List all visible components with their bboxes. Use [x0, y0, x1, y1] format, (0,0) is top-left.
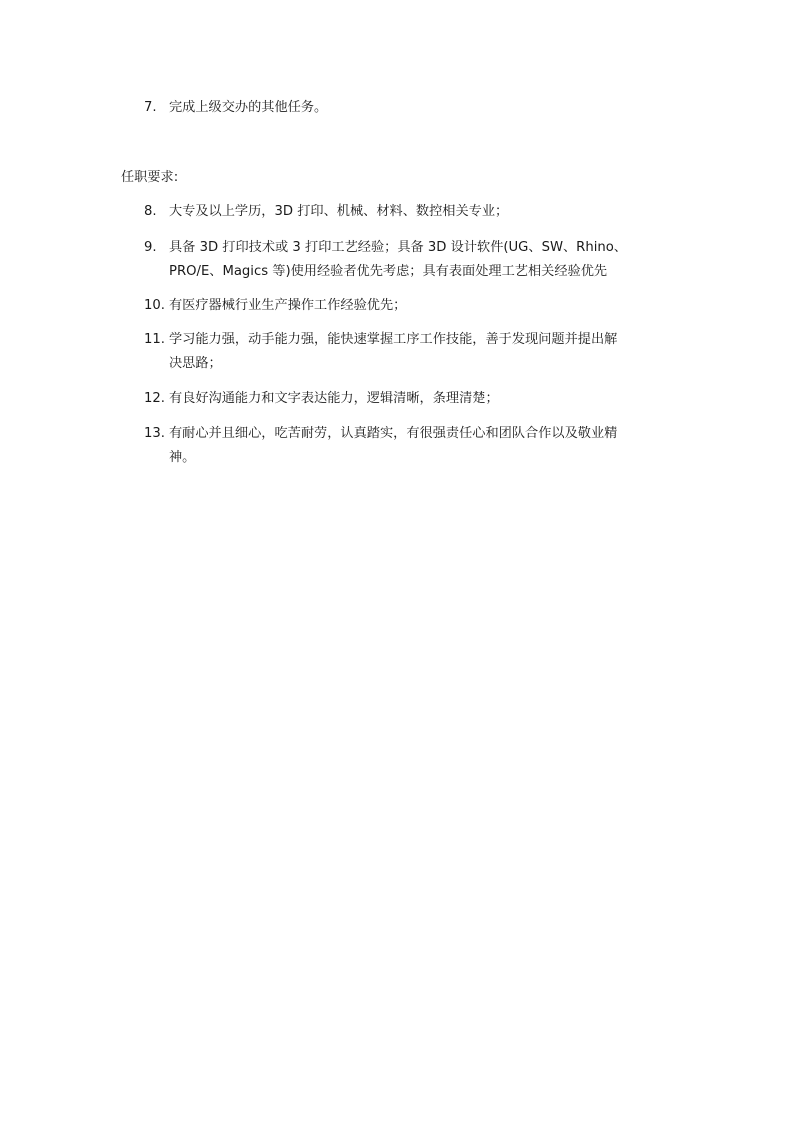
list-text-line: PRO/E、Magics 等)使用经验者优先考虑；具有表面处理工艺相关经验优先: [169, 264, 608, 279]
list-number: 9.: [144, 240, 157, 255]
list-number: 11.: [144, 332, 165, 347]
list-item: [144, 387, 684, 411]
list-number: 13.: [144, 426, 165, 441]
list-text-line: 学习能力强，动手能力强，能快速掌握工序工作技能，善于发现问题并提出解: [169, 332, 618, 347]
list-item: [144, 200, 684, 224]
list-number: 12.: [144, 391, 165, 406]
list-text-line: 有耐心并且细心，吃苦耐劳，认真踏实，有很强责任心和团队合作以及敬业精: [169, 426, 618, 441]
list-text-line: 大专及以上学历，3D 打印、机械、材料、数控相关专业；: [169, 204, 509, 219]
list-item: [144, 236, 684, 284]
list-item: [144, 328, 684, 376]
list-text-line: 具备 3D 打印技术或 3 打印工艺经验；具备 3D 设计软件(UG、SW、Rhino、: [169, 240, 627, 255]
list-text-line: 决思路；: [169, 356, 222, 371]
list-number: 10.: [144, 298, 165, 313]
list-item: [144, 422, 684, 470]
list-number: 8.: [144, 204, 157, 219]
list-number: 7.: [144, 100, 157, 115]
list-text-line: 神。: [169, 450, 196, 465]
list-item: [144, 96, 684, 120]
list-text-line: 完成上级交办的其他任务。: [169, 100, 328, 115]
list-text-line: 有医疗器械行业生产操作工作经验优先；: [169, 298, 407, 313]
section-heading: 任职要求:: [121, 170, 179, 185]
list-text-line: 有良好沟通能力和文字表达能力，逻辑清晰，条理清楚；: [169, 391, 499, 406]
list-item: [144, 294, 684, 318]
